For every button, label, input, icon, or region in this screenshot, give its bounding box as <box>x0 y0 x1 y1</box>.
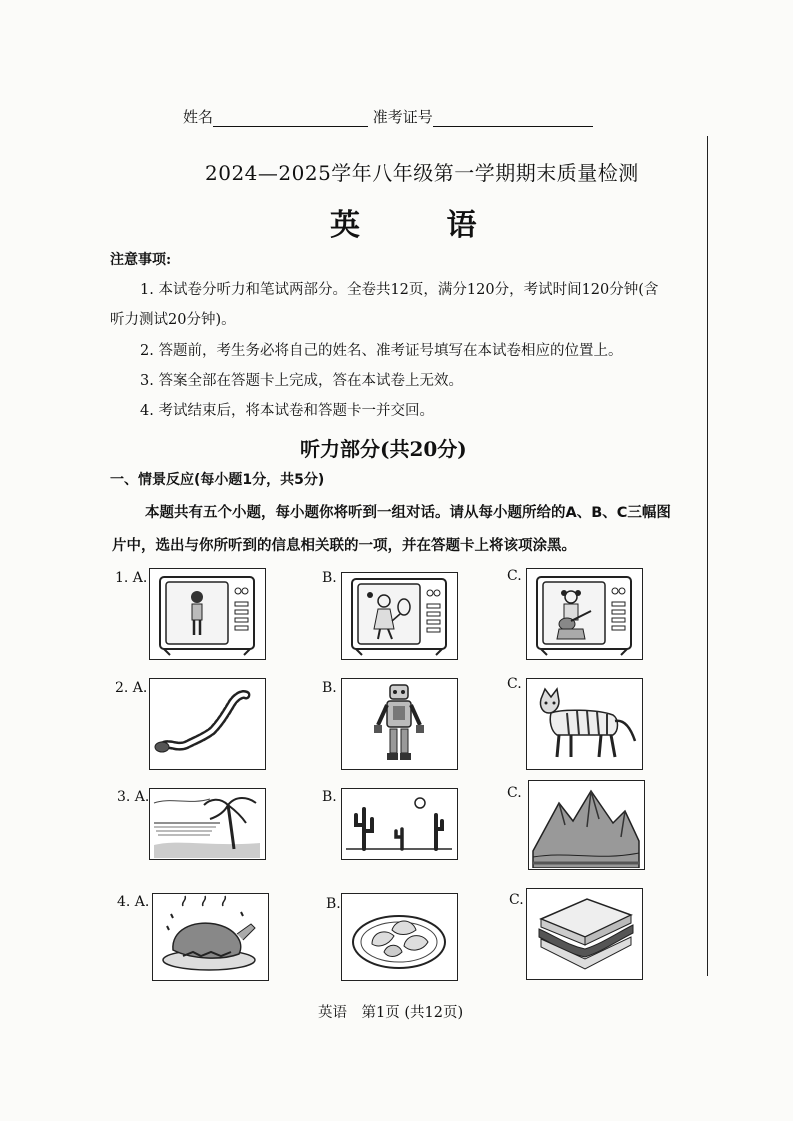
note-2: 2. 答题前，考生务必将自己的姓名、准考证号填写在本试卷相应的位置上。 <box>140 343 623 359</box>
q4-c-label: C. <box>509 892 524 908</box>
note-4: 4. 考试结束后，将本试卷和答题卡一并交回。 <box>140 403 434 419</box>
sandwich-icon <box>527 889 641 978</box>
q2-option-a[interactable] <box>149 678 266 770</box>
q1-option-b[interactable] <box>341 572 458 660</box>
listening-section-title: 听力部分(共20分) <box>300 437 467 461</box>
mountains-icon <box>529 781 643 868</box>
note-3: 3. 答案全部在答题卡上完成，答在本试卷上无效。 <box>140 373 463 389</box>
name-blank[interactable] <box>213 110 368 127</box>
q4-label: 4. A. <box>117 894 150 910</box>
name-label: 姓名 <box>183 108 214 126</box>
q3-label: 3. A. <box>117 789 150 805</box>
q3-option-b[interactable] <box>341 788 458 860</box>
dumplings-icon <box>342 894 456 979</box>
part1-heading: 一、情景反应(每小题1分，共5分) <box>110 472 325 488</box>
q2-c-label: C. <box>507 676 522 692</box>
q2-label: 2. A. <box>115 680 148 696</box>
q1-b-label: B. <box>322 570 337 586</box>
q4-option-b[interactable] <box>341 893 458 981</box>
q1-label: 1. A. <box>115 570 148 586</box>
robot-snake-icon <box>150 679 264 768</box>
q4-option-c[interactable] <box>526 888 643 980</box>
page-footer: 英语 第1页 (共12页) <box>318 1005 464 1021</box>
beach-palm-icon <box>150 789 264 858</box>
q3-option-a[interactable] <box>149 788 266 860</box>
q3-c-label: C. <box>507 785 522 801</box>
id-blank[interactable] <box>433 110 593 127</box>
q3-b-label: B. <box>322 789 337 805</box>
q2-option-c[interactable] <box>526 678 643 770</box>
q1-c-label: C. <box>507 568 522 584</box>
binding-margin-line <box>707 136 708 976</box>
part1-instructions-line1: 本题共有五个小题，每小题你将听到一组对话。请从每小题所给的A、B、C三幅图 <box>145 505 671 521</box>
q3-option-c[interactable] <box>528 780 645 870</box>
desert-cactus-icon <box>342 789 456 858</box>
q2-b-label: B. <box>322 680 337 696</box>
robot-humanoid-icon <box>342 679 456 768</box>
note-1-cont: 听力测试20分钟)。 <box>110 312 236 328</box>
id-label: 准考证号 <box>372 108 433 126</box>
q4-option-a[interactable] <box>152 893 269 981</box>
q2-option-b[interactable] <box>341 678 458 770</box>
roast-chicken-icon <box>153 894 267 979</box>
q1-option-a[interactable] <box>149 568 266 660</box>
tv-tennis-girl-icon <box>342 573 456 658</box>
candidate-header <box>183 106 593 127</box>
exam-title: 2024—2025学年八年级第一学期期末质量检测 <box>205 161 639 185</box>
note-1: 1. 本试卷分听力和笔试两部分。全卷共12页，满分120分，考试时间120分钟(含 <box>140 282 659 298</box>
q4-b-label: B. <box>326 896 341 912</box>
subject-title: 英 语 <box>330 208 515 243</box>
robot-cat-icon <box>527 679 641 768</box>
notes-heading: 注意事项: <box>110 252 172 268</box>
part1-instructions-line2: 片中，选出与你所听到的信息相关联的一项，并在答题卡上将该项涂黑。 <box>112 538 576 554</box>
tv-boy-icon <box>150 569 264 658</box>
tv-guitar-girl-icon <box>527 569 641 658</box>
q1-option-c[interactable] <box>526 568 643 660</box>
